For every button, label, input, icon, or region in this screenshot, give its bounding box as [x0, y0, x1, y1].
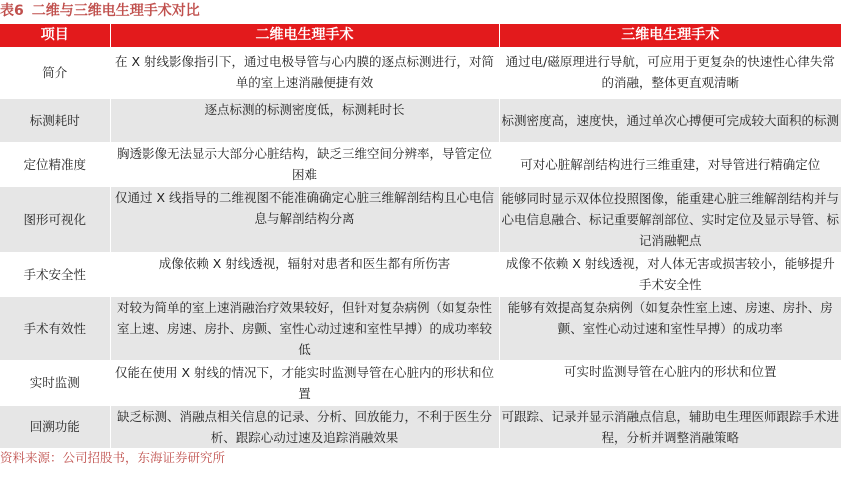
table-title-text: 二维与三维电生理手术对比: [31, 3, 200, 19]
row-item-cell: 简介: [0, 47, 110, 98]
row-item-cell: 手术安全性: [0, 252, 110, 296]
row-2d-cell: 仅能在使用 X 射线的情况下，才能实时监测导管在心脏内的形状和位置: [110, 360, 499, 405]
header-2d: 二维电生理手术: [110, 24, 499, 47]
header-item: 项目: [0, 24, 110, 47]
row-2d-cell: 成像依赖 X 射线透视，辐射对患者和医生都有所伤害: [110, 252, 499, 296]
row-2d-cell: 逐点标测的标测密度低，标测耗时长: [110, 98, 499, 142]
row-3d-cell: 可跟踪、记录并显示消融点信息，辅助电生理医师跟踪手术进程，分析并调整消融策略: [499, 405, 841, 448]
table-row: [0, 186, 841, 252]
row-3d-cell: 通过电/磁原理进行导航，可应用于更复杂的快速性心律失常的消融，整体更直观清晰: [499, 47, 841, 98]
row-item-cell: 手术有效性: [0, 296, 110, 360]
row-item-cell: 定位精准度: [0, 142, 110, 186]
row-item-cell: 回溯功能: [0, 405, 110, 448]
table-title: [0, 0, 200, 22]
table-row: [0, 98, 841, 142]
row-2d-cell: 仅通过 X 线指导的二维视图不能准确确定心脏三维解剖结构且心电信息与解剖结构分离: [110, 186, 499, 252]
row-item-cell: 标测耗时: [0, 98, 110, 142]
row-3d-cell: 能够有效提高复杂病例（如复杂性室上速、房速、房扑、房颤、室性心动过速和室性早搏）的成功率: [499, 296, 841, 360]
table-row: [0, 252, 841, 296]
row-item-cell: 图形可视化: [0, 186, 110, 252]
row-2d-cell: 在 X 射线影像指引下，通过电极导管与心内膜的逐点标测进行，对简单的室上速消融便捷有效: [110, 47, 499, 98]
row-3d-cell: 标测密度高，速度快，通过单次心搏便可完成较大面积的标测: [499, 98, 841, 142]
row-3d-cell: 可实时监测导管在心脏内的形状和位置: [499, 360, 841, 405]
table-row: [0, 405, 841, 448]
row-3d-cell: 能够同时显示双体位投照图像，能重建心脏三维解剖结构并与心电信息融合、标记重要解剖部位、实时定位及显示导管、标记消融靶点: [499, 186, 841, 252]
row-2d-cell: 对较为简单的室上速消融治疗效果较好，但针对复杂病例（如复杂性室上速、房速、房扑、房颤、室性心动过速和室性早搏）的成功率较低: [110, 296, 499, 360]
source-note: 资料来源：公司招股书，东海证券研究所: [0, 450, 226, 465]
row-item-cell: 实时监测: [0, 360, 110, 405]
table-row: [0, 296, 841, 360]
table-row: [0, 142, 841, 186]
table-number: 表6: [0, 3, 24, 19]
table-row: [0, 360, 841, 405]
row-3d-cell: 成像不依赖 X 射线透视，对人体无害或损害较小，能够提升手术安全性: [499, 252, 841, 296]
header-3d: 三维电生理手术: [499, 24, 841, 47]
table-row: [0, 47, 841, 98]
row-3d-cell: 可对心脏解剖结构进行三维重建，对导管进行精确定位: [499, 142, 841, 186]
row-2d-cell: 胸透影像无法显示大部分心脏结构，缺乏三维空间分辨率，导管定位困难: [110, 142, 499, 186]
row-2d-cell: 缺乏标测、消融点相关信息的记录、分析、回放能力，不利于医生分析、跟踪心动过速及追踪消融效果: [110, 405, 499, 448]
table-header-row: [0, 24, 841, 47]
comparison-table: [0, 24, 841, 449]
